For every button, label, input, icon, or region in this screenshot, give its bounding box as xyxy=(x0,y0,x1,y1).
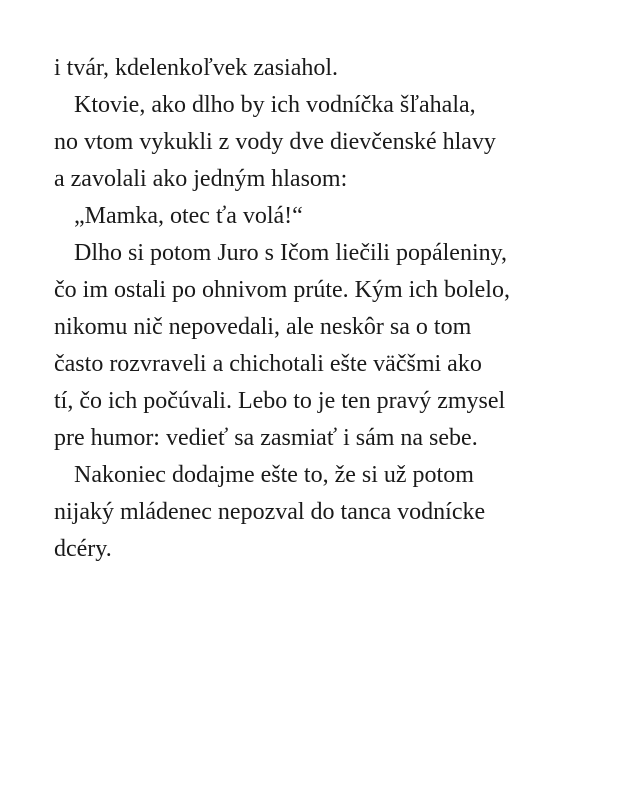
paragraph-first-line: Ktovie, ako dlho by ich vodníčka šľahala, xyxy=(74,92,476,118)
text-line: a zavolali ako jedným hlasom: xyxy=(54,166,348,192)
text-line: čo im ostali po ohnivom prúte. Kým ich bolelo, xyxy=(54,277,510,303)
text-line: pre humor: vedieť sa zasmiať i sám na sebe. xyxy=(54,425,478,451)
paragraph-first-line: Dlho si potom Juro s Ičom liečili popáleniny, xyxy=(74,240,508,266)
text-line: nikomu nič nepovedali, ale neskôr sa o tom xyxy=(54,314,472,340)
text-line: často rozvraveli a chichotali ešte väčšmi ako xyxy=(54,351,482,377)
text-line: i tvár, kdelenkoľvek zasiahol. xyxy=(54,55,339,81)
story-text xyxy=(54,50,614,568)
dialogue-line: „Mamka, otec ťa volá!“ xyxy=(74,203,303,229)
paragraph-first-line: Nakoniec dodajme ešte to, že si už potom xyxy=(74,462,474,488)
text-line: nijaký mládenec nepozval do tanca vodnícke xyxy=(54,499,486,525)
text-line: no vtom vykukli z vody dve dievčenské hlavy xyxy=(54,129,496,155)
text-line: dcéry. xyxy=(54,536,112,562)
text-line: tí, čo ich počúvali. Lebo to je ten pravý zmysel xyxy=(54,388,506,414)
